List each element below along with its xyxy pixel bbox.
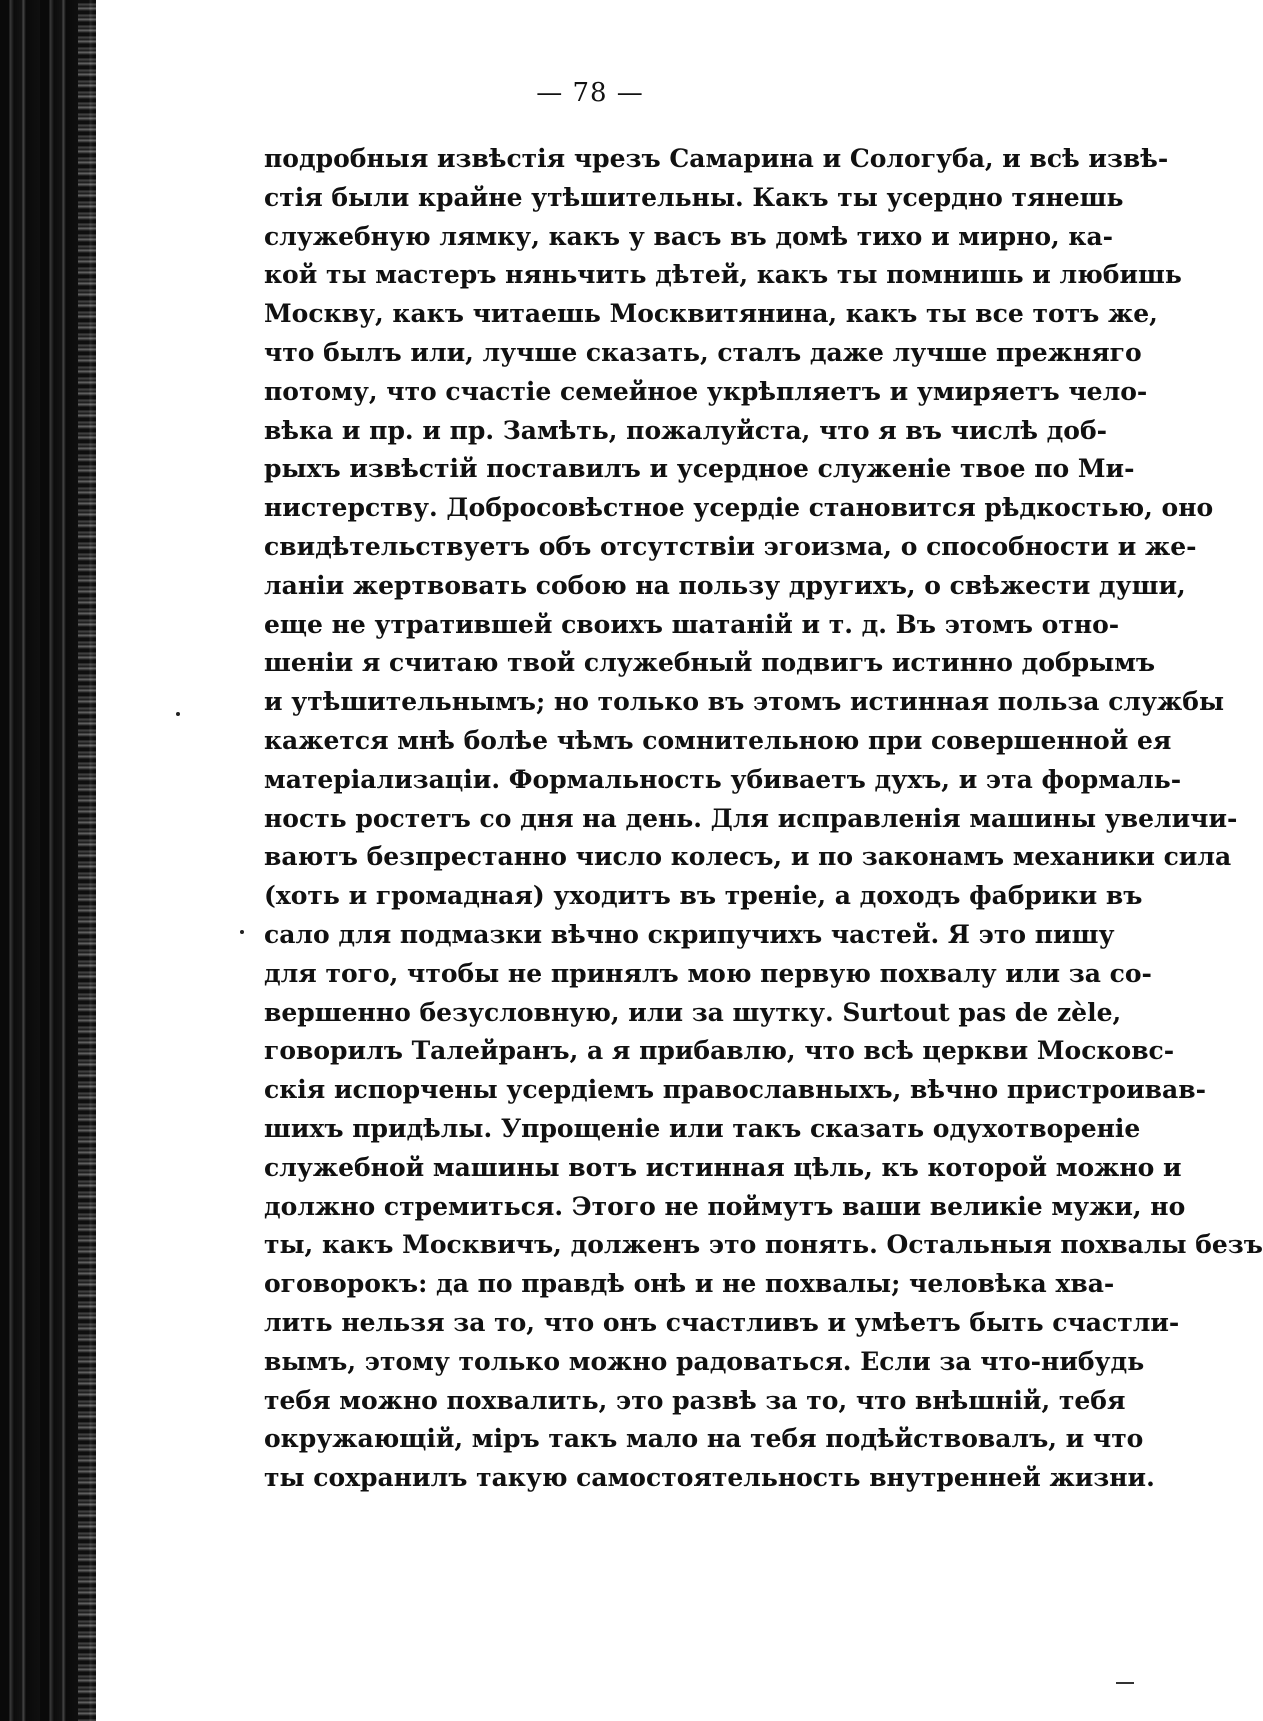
text-line: Москву, какъ читаешь Москвитянина, какъ ты все тотъ же,	[264, 299, 1158, 329]
body-text	[264, 140, 1263, 1498]
text-line: потому, что счастіе семейное укрѣпляетъ и умиряетъ чело-	[264, 376, 1148, 406]
text-line: ваютъ безпрестанно число колесъ, и по законамъ механики сила	[264, 842, 1232, 872]
scan-speck	[240, 930, 244, 934]
text-line: что былъ или, лучше сказать, сталъ даже лучше прежняго	[264, 337, 1142, 367]
text-line: тебя можно похвалить, это развѣ за то, что внѣшній, тебя	[264, 1385, 1126, 1415]
edge-mark	[1116, 1682, 1134, 1684]
scan-speck	[176, 712, 180, 716]
text-line: шеніи я считаю твой служебный подвигъ истинно добрымъ	[264, 648, 1156, 678]
text-line: для того, чтобы не принялъ мою первую похвалу или за со-	[264, 958, 1152, 988]
text-line: еще не утратившей своихъ шатаній и т. д. Въ этомъ отно-	[264, 609, 1120, 639]
text-line: лить нельзя за то, что онъ счастливъ и умѣетъ быть счастли-	[264, 1307, 1180, 1337]
text-line: шихъ придѣлы. Упрощеніе или такъ сказать одухотвореніе	[264, 1113, 1141, 1143]
text-line: кажется мнѣ болѣе чѣмъ сомнительною при совершенной ея	[264, 725, 1172, 755]
text-line: кой ты мастеръ няньчить дѣтей, какъ ты помнишь и любишь	[264, 260, 1182, 290]
text-line: матеріализаціи. Формальность убиваетъ духъ, и эта формаль-	[264, 764, 1182, 794]
text-line: говорилъ Талейранъ, а я прибавлю, что всѣ церкви Московс-	[264, 1036, 1175, 1066]
text-line: ты, какъ Москвичъ, долженъ это понять. Остальныя похвалы безъ	[264, 1230, 1263, 1260]
text-line: (хоть и громадная) уходитъ въ треніе, а доходъ фабрики въ	[264, 881, 1143, 911]
text-line: служебной машины вотъ истинная цѣль, къ которой можно и	[264, 1152, 1182, 1182]
text-line: свидѣтельствуетъ объ отсутствіи эгоизма, о способности и же-	[264, 531, 1197, 561]
text-line: стія были крайне утѣшительны. Какъ ты усердно тянешь	[264, 182, 1124, 212]
text-line: ланіи жертвовать собою на пользу другихъ, о свѣжести души,	[264, 570, 1186, 600]
text-line: нистерству. Добросовѣстное усердіе становится рѣдкостью, оно	[264, 493, 1214, 523]
text-line: сало для подмазки вѣчно скрипучихъ частей. Я это пишу	[264, 919, 1115, 949]
text-line: ты сохранилъ такую самостоятельность внутренней жизни.	[264, 1463, 1155, 1493]
page-number: — 78 —	[536, 78, 644, 108]
text-line: подробныя извѣстія чрезъ Самарина и Сологуба, и всѣ извѣ-	[264, 144, 1169, 173]
text-line: рыхъ извѣстій поставилъ и усердное служеніе твое по Ми-	[264, 454, 1135, 484]
text-line: служебную лямку, какъ у васъ въ домѣ тихо и мирно, ка-	[264, 221, 1114, 251]
text-line: скія испорчены усердіемъ православныхъ, вѣчно пристроивав-	[264, 1075, 1206, 1105]
text-line: и утѣшительнымъ; но только въ этомъ истинная польза службы	[264, 687, 1225, 717]
text-line: окружающій, міръ такъ мало на тебя подѣйствовалъ, и что	[264, 1424, 1144, 1454]
text-line: вѣка и пр. и пр. Замѣть, пожалуйста, что я въ числѣ доб-	[264, 415, 1108, 445]
text-line: вершенно безусловную, или за шутку. Surtout pas de zèle,	[264, 997, 1122, 1027]
text-line: оговорокъ: да по правдѣ онѣ и не похвалы; человѣка хва-	[264, 1269, 1115, 1299]
text-line: вымъ, этому только можно радоваться. Если за что-нибудь	[264, 1346, 1145, 1376]
binding-edge	[0, 0, 96, 1721]
text-line: ность ростетъ со дня на день. Для исправленія машины увеличи-	[264, 803, 1238, 833]
text-line: должно стремиться. Этого не поймутъ ваши великіе мужи, но	[264, 1191, 1186, 1221]
